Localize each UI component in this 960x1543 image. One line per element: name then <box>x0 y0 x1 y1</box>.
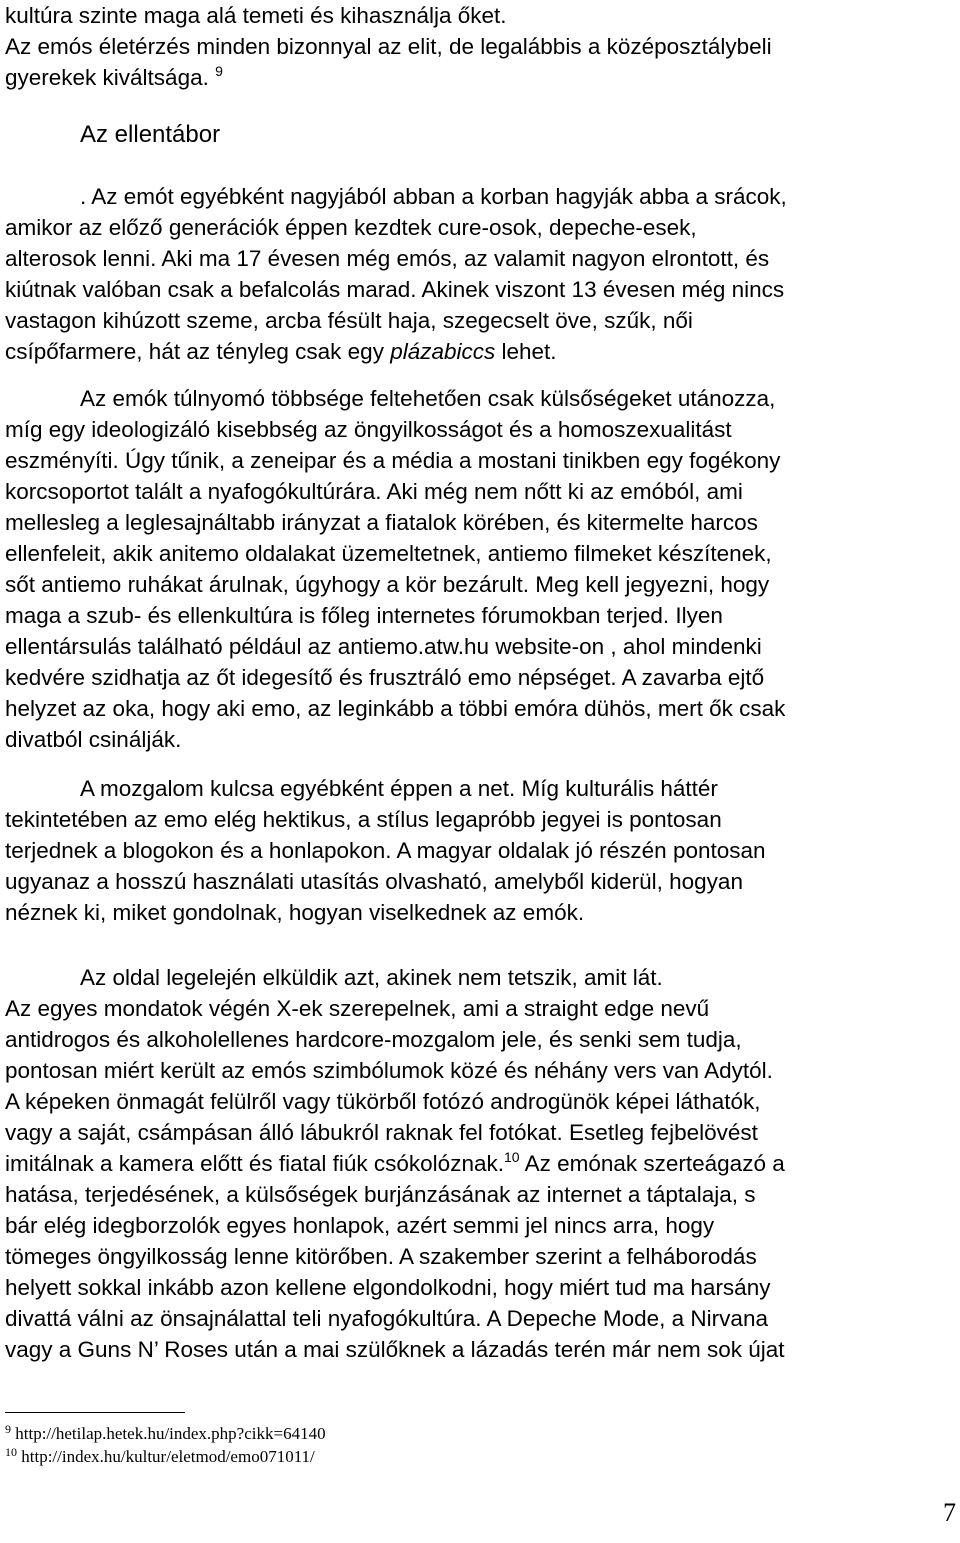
text-line: korcsoportot talált a nyafogókultúrára. Aki még nem nőtt ki az emóból, ami <box>5 479 743 504</box>
text-line: ugyanaz a hosszú használati utasítás olvasható, amelyből kiderül, hogyan <box>5 869 743 894</box>
paragraph-ellentabor <box>5 181 955 367</box>
text-line: tömeges öngyilkosság lenne kitörőben. A szakember szerint a felháborodás <box>5 1244 757 1269</box>
text-line: pontosan miért került az emós szimbólumok közé és néhány vers van Adytól. <box>5 1058 773 1083</box>
text-line: ellentársulás található például az antiemo.atw.hu website-on , ahol mindenki <box>5 634 762 659</box>
text-line: Az oldal legelején elküldik azt, akinek nem tetszik, amit lát. <box>80 965 663 990</box>
text-line: divatból csinálják. <box>5 727 182 752</box>
text-fragment: csípőfarmere, hát az tényleg csak egy <box>5 339 391 364</box>
footnote-number: 10 <box>5 1445 17 1459</box>
text-line: Az emók túlnyomó többsége feltehetően csak külsőségeket utánozza, <box>80 386 776 411</box>
footnote-10 <box>5 1447 315 1467</box>
paragraph-emo-majority <box>5 383 955 755</box>
text-line: néznek ki, miket gondolnak, hogyan viselkednek az emók. <box>5 900 585 925</box>
text-line <box>5 336 955 367</box>
text-line: míg egy ideologizáló kisebbség az öngyilkosságot és a homoszexualitást <box>5 417 732 442</box>
text-line: A mozgalom kulcsa egyébként éppen a net. Míg kulturális háttér <box>80 776 718 801</box>
text-line: A képeken önmagát felülről vagy tükörből fotózó androgünök képei láthatók, <box>5 1089 761 1114</box>
text-line: . Az emót egyébként nagyjából abban a korban hagyják abba a srácok, <box>80 184 787 209</box>
text-line: vastagon kihúzott szeme, arcba fésült haja, szegecselt öve, szűk, női <box>5 308 693 333</box>
text-line: ellenfeleit, akik anitemo oldalakat üzemeltetnek, antiemo filmeket készítenek, <box>5 541 772 566</box>
text-fragment: gyerekek kiváltsága. <box>5 65 209 90</box>
text-line <box>5 1148 955 1179</box>
text-line: bár elég idegborzolók egyes honlapok, azért semmi jel nincs arra, hogy <box>5 1213 715 1238</box>
footnote-link[interactable]: http://hetilap.hetek.hu/index.php?cikk=64140 <box>15 1424 326 1443</box>
text-line: antidrogos és alkoholellenes hardcore-mozgalom jele, és senki sem tudja, <box>5 1027 742 1052</box>
emphasis-term: plázabiccs <box>390 339 496 364</box>
footnote-ref-10[interactable]: 10 <box>503 1149 520 1165</box>
text-fragment: Az emónak szerteágazó a <box>519 1151 785 1176</box>
text-line: alterosok lenni. Aki ma 17 évesen még emós, az valamit nagyon elrontott, és <box>5 246 770 271</box>
footnote-ref-9[interactable]: 9 <box>215 63 223 79</box>
text-fragment: imitálnak a kamera előtt és fiatal fiúk csókolóznak. <box>5 1151 504 1176</box>
text-line: vagy a saját, csámpásan álló lábukról raknak fel fotókat. Esetleg fejbelövést <box>5 1120 758 1145</box>
text-line: mellesleg a leglesajnáltabb irányzat a fiatalok körében, és kitermelte harcos <box>5 510 758 535</box>
footnote-9 <box>5 1424 326 1444</box>
section-heading: Az ellentábor <box>80 121 221 148</box>
text-fragment: lehet. <box>495 339 557 364</box>
text-line: kedvére szidhatja az őt idegesítő és frusztráló emo népséget. A zavarba ejtő <box>5 665 765 690</box>
text-line: hatása, terjedésének, a külsőségek burjánzásának az internet a táptalaja, s <box>5 1182 756 1207</box>
text-line: maga a szub- és ellenkultúra is főleg internetes fórumokban terjed. Ilyen <box>5 603 723 628</box>
paragraph-site-description <box>5 962 955 1365</box>
text-line: helyzet az oka, hogy aki emo, az leginkább a többi emóra dühös, mert ők csak <box>5 696 786 721</box>
text-line: vagy a Guns N’ Roses után a mai szülőknek a lázadás terén már nem sok újat <box>5 1337 785 1362</box>
text-line <box>5 62 955 93</box>
text-line: amikor az előző generációk éppen kezdtek cure-osok, depeche-esek, <box>5 215 697 240</box>
text-line: kultúra szinte maga alá temeti és kihasználja őket. <box>5 3 507 28</box>
text-line: eszményíti. Úgy tűnik, a zeneipar és a média a mostani tinikben egy fogékony <box>5 448 781 473</box>
text-line: kiútnak valóban csak a befalcolás marad. Akinek viszont 13 évesen még nincs <box>5 277 785 302</box>
text-line: tekintetében az emo elég hektikus, a stílus legapróbb jegyei is pontosan <box>5 807 722 832</box>
text-line: Az egyes mondatok végén X-ek szerepelnek, ami a straight edge nevű <box>5 996 710 1021</box>
footnote-divider <box>5 1412 185 1413</box>
footnote-link[interactable]: http://index.hu/kultur/eletmod/emo071011/ <box>21 1447 315 1466</box>
text-line: Az emós életérzés minden bizonnyal az elit, de legalábbis a középosztálybeli <box>5 34 772 59</box>
footnote-number: 9 <box>5 1422 11 1436</box>
text-line: sőt antiemo ruhákat árulnak, úgyhogy a kör bezárult. Meg kell jegyezni, hogy <box>5 572 770 597</box>
text-line: helyett sokkal inkább azon kellene elgondolkodni, hogy miért tud ma harsány <box>5 1275 771 1300</box>
text-line: terjednek a blogokon és a honlapokon. A magyar oldalak jó részén pontosan <box>5 838 766 863</box>
paragraph-net <box>5 773 955 928</box>
text-line: divattá válni az önsajnálattal teli nyafogókultúra. A Depeche Mode, a Nirvana <box>5 1306 768 1331</box>
paragraph-intro <box>5 0 955 93</box>
page-number: 7 <box>943 1498 956 1527</box>
